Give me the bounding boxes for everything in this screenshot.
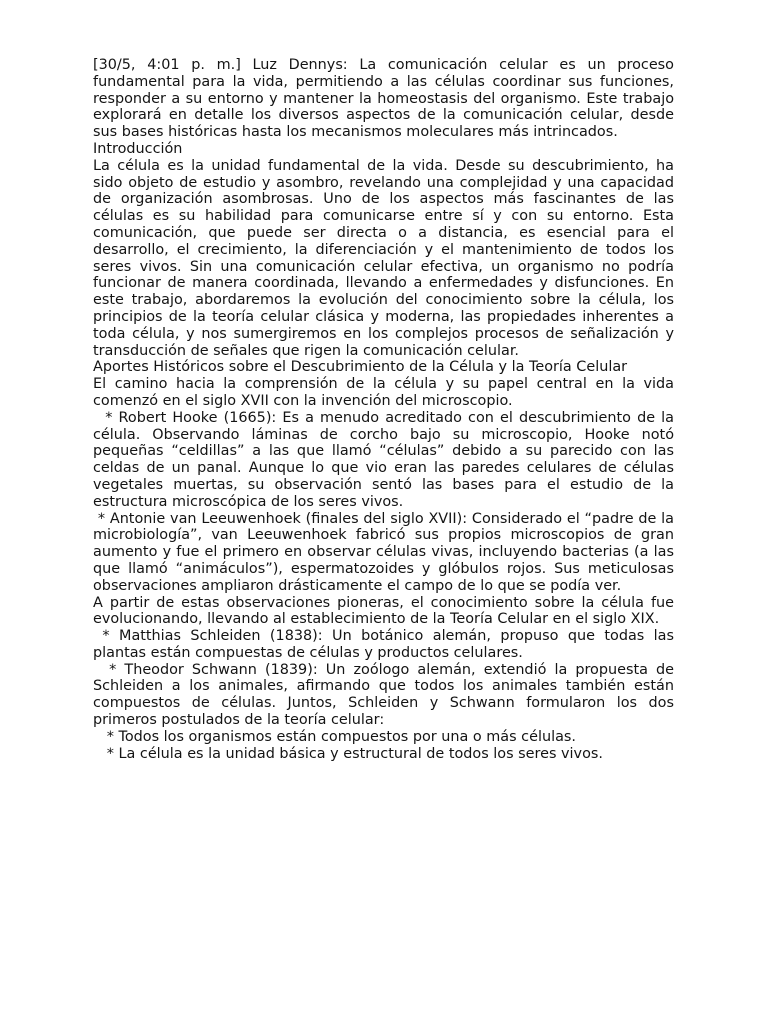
body-paragraph: La célula es la unidad fundamental de la vida. Desde su descubrimiento, ha sido objeto de estudio y asombro, revelando una complejidad y una capacidad de organización asombrosas. Uno de los aspectos más fascinantes de las células es su habilidad para comunicarse entre sí y con su entorno. Esta comunicación, que puede ser directa o a distancia, es esencial para el desarrollo, el crecimiento, la diferenciación y el mantenimiento de todos los seres vivos. Sin una comunicación celular efectiva, un organismo no podría funcionar de manera coordinada, llevando a enfermedades y disfunciones. En este trabajo, abordaremos la evolución del conocimiento sobre la célula, los principios de la teoría celular clásica y moderna, las propiedades inherentes a toda célula, y nos sumergiremos en los complejos procesos de señalización y transducción de señales que rigen la comunicación celular. (93, 157, 674, 359)
intro-paragraph: [30/5, 4:01 p. m.] Luz Dennys: La comunicación celular es un proceso fundamental para la vida, permitiendo a las células coordinar sus funciones, responder a su entorno y mantener la homeostasis del organismo. Este trabajo explorará en detalle los diversos aspectos de la comunicación celular, desde sus bases históricas hasta los mecanismos moleculares más intrincados. (93, 57, 674, 141)
list-item-schwann: * Theodor Schwann (1839): Un zoólogo alemán, extendió la propuesta de Schleiden a los animales, afirmando que todos los animales también están compuestos de células. Juntos, Schleiden y Schwann formularon los dos primeros postulados de la teoría celular: (93, 661, 679, 729)
list-item-postulate-1: * Todos los organismos están compuestos por una o más células. (93, 728, 576, 745)
list-item-robert-hooke: * Robert Hooke (1665): Es a menudo acreditado con el descubrimiento de la célula. Observando láminas de corcho bajo su microscopio, Hooke notó pequeñas “celdillas” a las que llamó “células” debido a su parecido con las celdas de un panal. Aunque lo que vio eran las paredes celulares de células vegetales muertas, su observación sentó las bases para el estudio de la estructura microscópica de los seres vivos. (93, 409, 679, 510)
list-item-postulate-2: * La célula es la unidad básica y estructural de todos los seres vivos. (93, 745, 603, 762)
body-paragraph: El camino hacia la comprensión de la célula y su papel central en la vida comenzó en el siglo XVII con la invención del microscopio. (93, 376, 674, 409)
section-heading-aportes-historicos: Aportes Históricos sobre el Descubrimiento de la Célula y la Teoría Celular (93, 359, 628, 376)
list-item-van-leeuwenhoek: * Antonie van Leeuwenhoek (finales del siglo XVII): Considerado el “padre de la microbiología”, van Leeuwenhoek fabricó sus propios microscopios de gran aumento y fue el primero en observar células vivas, incluyendo bacterias (a las que llamó “animáculos”), espermatozoides y glóbulos rojos. Sus meticulosas observaciones ampliaron drásticamente el campo de lo que se podía ver. (93, 510, 679, 594)
document-page (93, 57, 679, 762)
list-item-schleiden: * Matthias Schleiden (1838): Un botánico alemán, propuso que todas las plantas están compuestas de células y productos celulares. (93, 628, 679, 661)
body-paragraph: A partir de estas observaciones pioneras, el conocimiento sobre la célula fue evolucionando, llevando al establecimiento de la Teoría Celular en el siglo XIX. (93, 594, 674, 628)
section-heading-introduccion: Introducción (93, 140, 183, 157)
